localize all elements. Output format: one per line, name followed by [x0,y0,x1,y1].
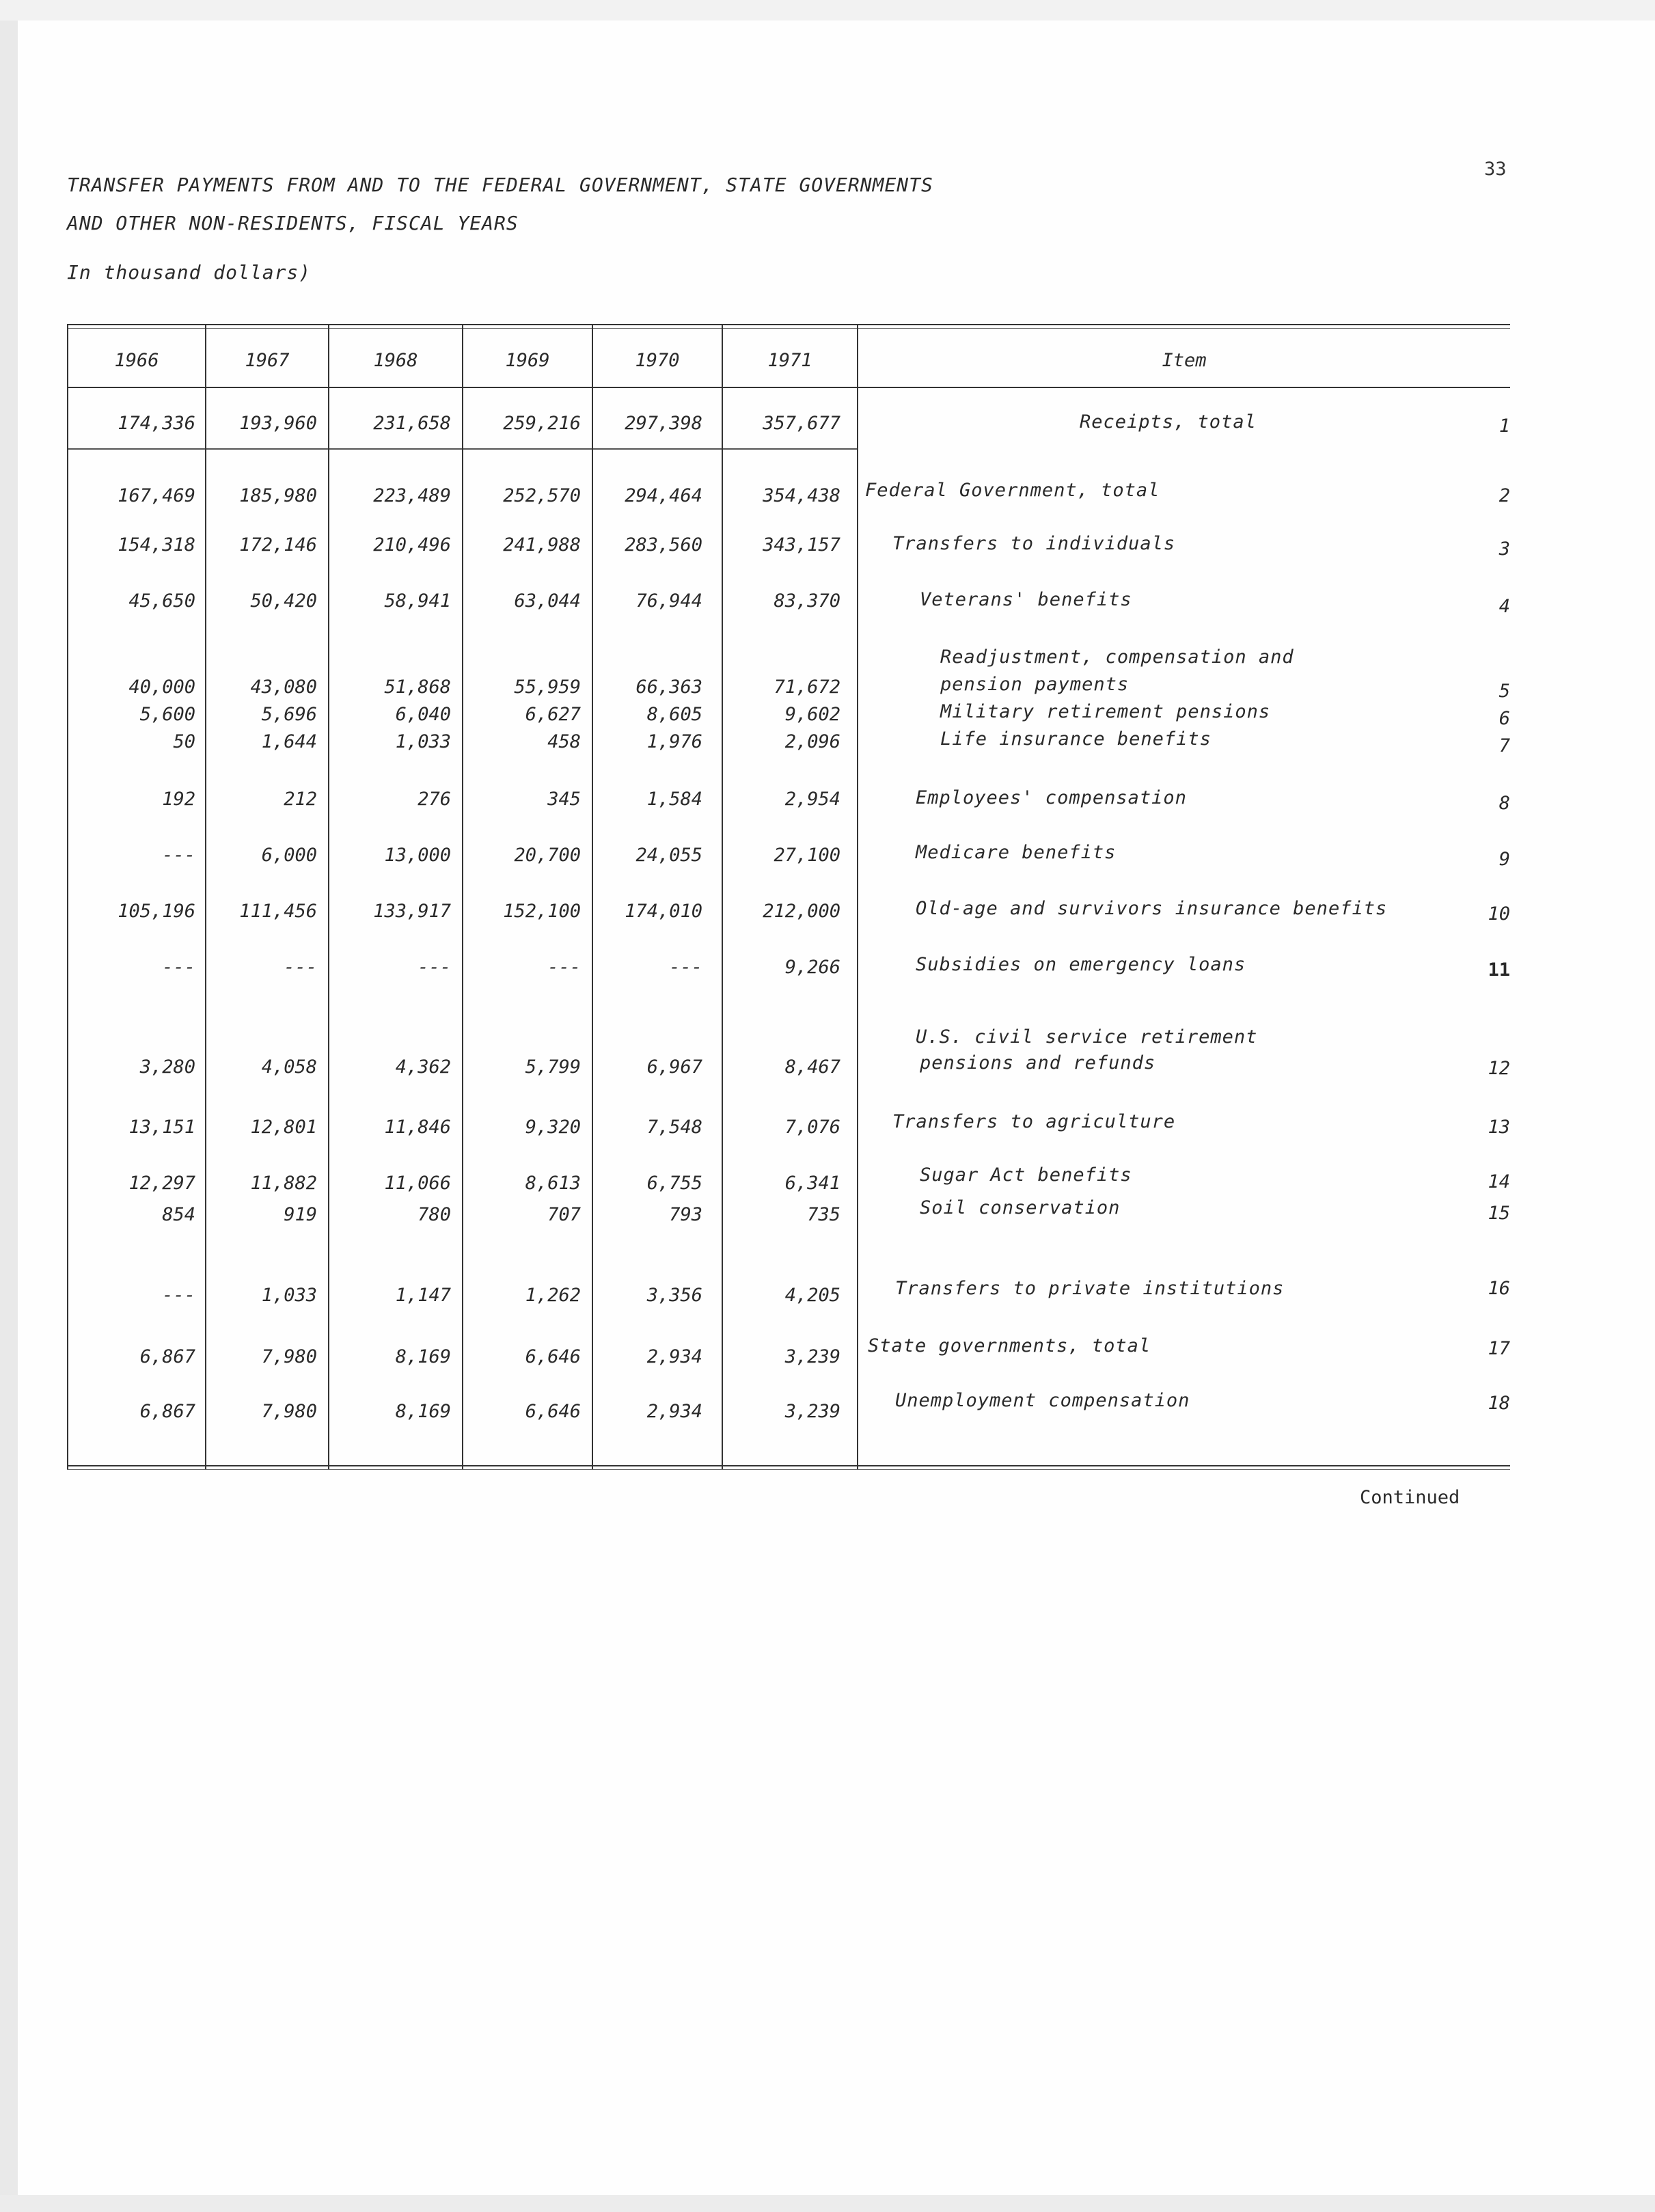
line-number: 7 [1499,735,1510,756]
table-cell: --- [669,957,702,978]
table-cell: 2,096 [784,731,840,752]
table-cell: 354,438 [763,485,840,506]
table-cell: 105,196 [118,901,195,922]
row-label: Receipts, total [1080,411,1257,433]
table-cell: 2,954 [784,789,840,810]
table-cell: 223,489 [373,485,451,506]
table-cell: 6,867 [139,1346,195,1367]
table-cell: 8,613 [525,1173,581,1194]
row-label: Unemployment compensation [895,1390,1190,1411]
table-cell: 458 [547,731,581,752]
table-cell: 343,157 [763,534,840,556]
table-cell: 707 [547,1204,581,1225]
table-cell: 297,398 [625,413,702,434]
units-note: In thousand dollars) [67,261,312,284]
row-label: State governments, total [868,1335,1151,1356]
table-cell: 4,205 [784,1285,840,1306]
row-label: Medicare benefits [916,842,1117,863]
line-number: 9 [1499,849,1510,870]
table-cell: 8,605 [646,704,702,725]
table-cell: 231,658 [373,413,451,434]
table-cell: 11,846 [384,1117,451,1138]
row-label: Subsidies on emergency loans [916,954,1246,975]
table-cell: --- [547,957,581,978]
line-number: 6 [1499,708,1510,729]
line-number: 14 [1488,1171,1510,1192]
table-cell: 76,944 [635,590,702,612]
table-cell: 1,976 [646,731,702,752]
table-cell: 1,262 [525,1285,581,1306]
table-cell: 154,318 [118,534,195,556]
line-number: 11 [1488,959,1510,981]
table-cell: 12,297 [128,1173,195,1194]
table-cell: 345 [547,789,581,810]
line-number: 3 [1499,538,1510,560]
table-cell: 8,169 [395,1346,451,1367]
row-label: Transfers to individuals [892,533,1176,554]
line-number: 16 [1488,1278,1510,1299]
table-cell: 1,644 [261,731,317,752]
line-number: 5 [1499,681,1510,702]
table-cell: 2,934 [646,1346,702,1367]
column-header-item: Item [1162,350,1207,371]
table-cell: 241,988 [503,534,581,556]
table-cell: 6,646 [525,1401,581,1422]
table-cell: 6,627 [525,704,581,725]
row-label: Veterans' benefits [920,589,1132,610]
table-cell: 8,169 [395,1401,451,1422]
continued-note: Continued [1360,1487,1460,1508]
table-cell: 210,496 [373,534,451,556]
line-number: 1 [1499,415,1510,437]
table-cell: 5,799 [525,1056,581,1078]
table-cell: 7,076 [784,1117,840,1138]
table-cell: 185,980 [239,485,317,506]
table-cell: 51,868 [384,677,451,698]
row-label: Employees' compensation [916,787,1187,808]
table-cell: --- [418,957,451,978]
table-cell: 735 [807,1204,840,1225]
table-cell: 294,464 [625,485,702,506]
table-cell: 7,980 [261,1346,317,1367]
table-cell: 793 [669,1204,702,1225]
column-header-1968: 1968 [373,350,418,371]
table-cell: 71,672 [774,677,840,698]
table-cell: 6,341 [784,1173,840,1194]
table-cell: 357,677 [763,413,840,434]
table-cell: 6,040 [395,704,451,725]
table-cell: 212 [284,789,317,810]
line-number: 2 [1499,485,1510,506]
table-cell: 6,000 [261,845,317,866]
table-cell: 919 [284,1204,317,1225]
row-label: Readjustment, compensation and [940,646,1294,668]
line-number: 15 [1488,1203,1510,1224]
row-label: Transfers to agriculture [892,1111,1176,1132]
table-cell: 55,959 [514,677,581,698]
table-cell: 2,934 [646,1401,702,1422]
table-cell: 4,058 [261,1056,317,1078]
row-label: Sugar Act benefits [920,1164,1132,1186]
line-number: 12 [1488,1058,1510,1079]
table-cell: 58,941 [384,590,451,612]
table-cell: 83,370 [774,590,840,612]
table-cell: 43,080 [250,677,317,698]
table-cell: 13,151 [128,1117,195,1138]
table-cell: 283,560 [625,534,702,556]
table-cell: 111,456 [239,901,317,922]
table-cell: 9,266 [784,957,840,978]
table-cell: 9,602 [784,704,840,725]
table-cell: 8,467 [784,1056,840,1078]
line-number: 4 [1499,596,1510,617]
table-cell: 40,000 [128,677,195,698]
table-cell: 212,000 [763,901,840,922]
table-cell: 4,362 [395,1056,451,1078]
table-cell: 45,650 [128,590,195,612]
table-cell: --- [162,1285,195,1306]
table-cell: 3,239 [784,1401,840,1422]
table-cell: 63,044 [514,590,581,612]
table-cell: 5,600 [139,704,195,725]
row-label: U.S. civil service retirement [916,1026,1258,1048]
column-header-1967: 1967 [245,350,290,371]
line-number: 8 [1499,793,1510,814]
row-label: Life insurance benefits [940,728,1212,750]
table-cell: 1,033 [261,1285,317,1306]
column-header-1971: 1971 [767,350,812,371]
row-label: Soil conservation [920,1197,1121,1218]
row-label: pension payments [940,674,1130,695]
table-cell: 24,055 [635,845,702,866]
line-number: 18 [1488,1393,1510,1414]
table-cell: 192 [162,789,195,810]
table-cell: 854 [162,1204,195,1225]
table-cell: 9,320 [525,1117,581,1138]
line-number: 17 [1488,1338,1510,1359]
column-header-1966: 1966 [114,350,159,371]
table-cell: 11,066 [384,1173,451,1194]
table-cell: 50,420 [250,590,317,612]
table-cell: 6,755 [646,1173,702,1194]
table-cell: 5,696 [261,704,317,725]
row-label: Federal Government, total [865,480,1160,501]
table-cell: --- [162,845,195,866]
line-number: 10 [1488,903,1510,925]
table-cell: 3,280 [139,1056,195,1078]
table-cell: 6,646 [525,1346,581,1367]
row-label: Transfers to private institutions [895,1278,1285,1299]
table-cell: 1,033 [395,731,451,752]
column-header-1970: 1970 [635,350,680,371]
row-label: Military retirement pensions [940,701,1271,722]
line-number: 13 [1488,1117,1510,1138]
table-cell: 3,356 [646,1285,702,1306]
table-cell: --- [284,957,317,978]
table-cell: 133,917 [373,901,451,922]
table-cell: 7,548 [646,1117,702,1138]
table-cell: 11,882 [250,1173,317,1194]
table-cell: 6,867 [139,1401,195,1422]
table-cell: 174,010 [625,901,702,922]
table-cell: 259,216 [503,413,581,434]
table-cell: 167,469 [118,485,195,506]
row-label: pensions and refunds [920,1052,1156,1074]
table-cell: 13,000 [384,845,451,866]
table-cell: 780 [418,1204,451,1225]
table-cell: 1,584 [646,789,702,810]
table-cell: 7,980 [261,1401,317,1422]
row-label: Old-age and survivors insurance benefits [916,898,1388,919]
table-cell: 252,570 [503,485,581,506]
table-cell: 3,239 [784,1346,840,1367]
table-cell: 6,967 [646,1056,702,1078]
table-cell: 193,960 [239,413,317,434]
table-cell: 27,100 [774,845,840,866]
table-cell: 174,336 [118,413,195,434]
page-number: 33 [1484,159,1507,180]
table-cell: 172,146 [239,534,317,556]
table-title-line-2: AND OTHER NON-RESIDENTS, FISCAL YEARS [67,212,519,234]
table-title-line-1: TRANSFER PAYMENTS FROM AND TO THE FEDERAL GOVERNMENT, STATE GOVERNMENTS [67,174,933,196]
table-cell: 66,363 [635,677,702,698]
table-cell: --- [162,957,195,978]
column-header-1969: 1969 [505,350,550,371]
table-cell: 276 [418,789,451,810]
table-cell: 12,801 [250,1117,317,1138]
table-cell: 152,100 [503,901,581,922]
table-cell: 50 [173,731,195,752]
table-cell: 1,147 [395,1285,451,1306]
table-cell: 20,700 [514,845,581,866]
